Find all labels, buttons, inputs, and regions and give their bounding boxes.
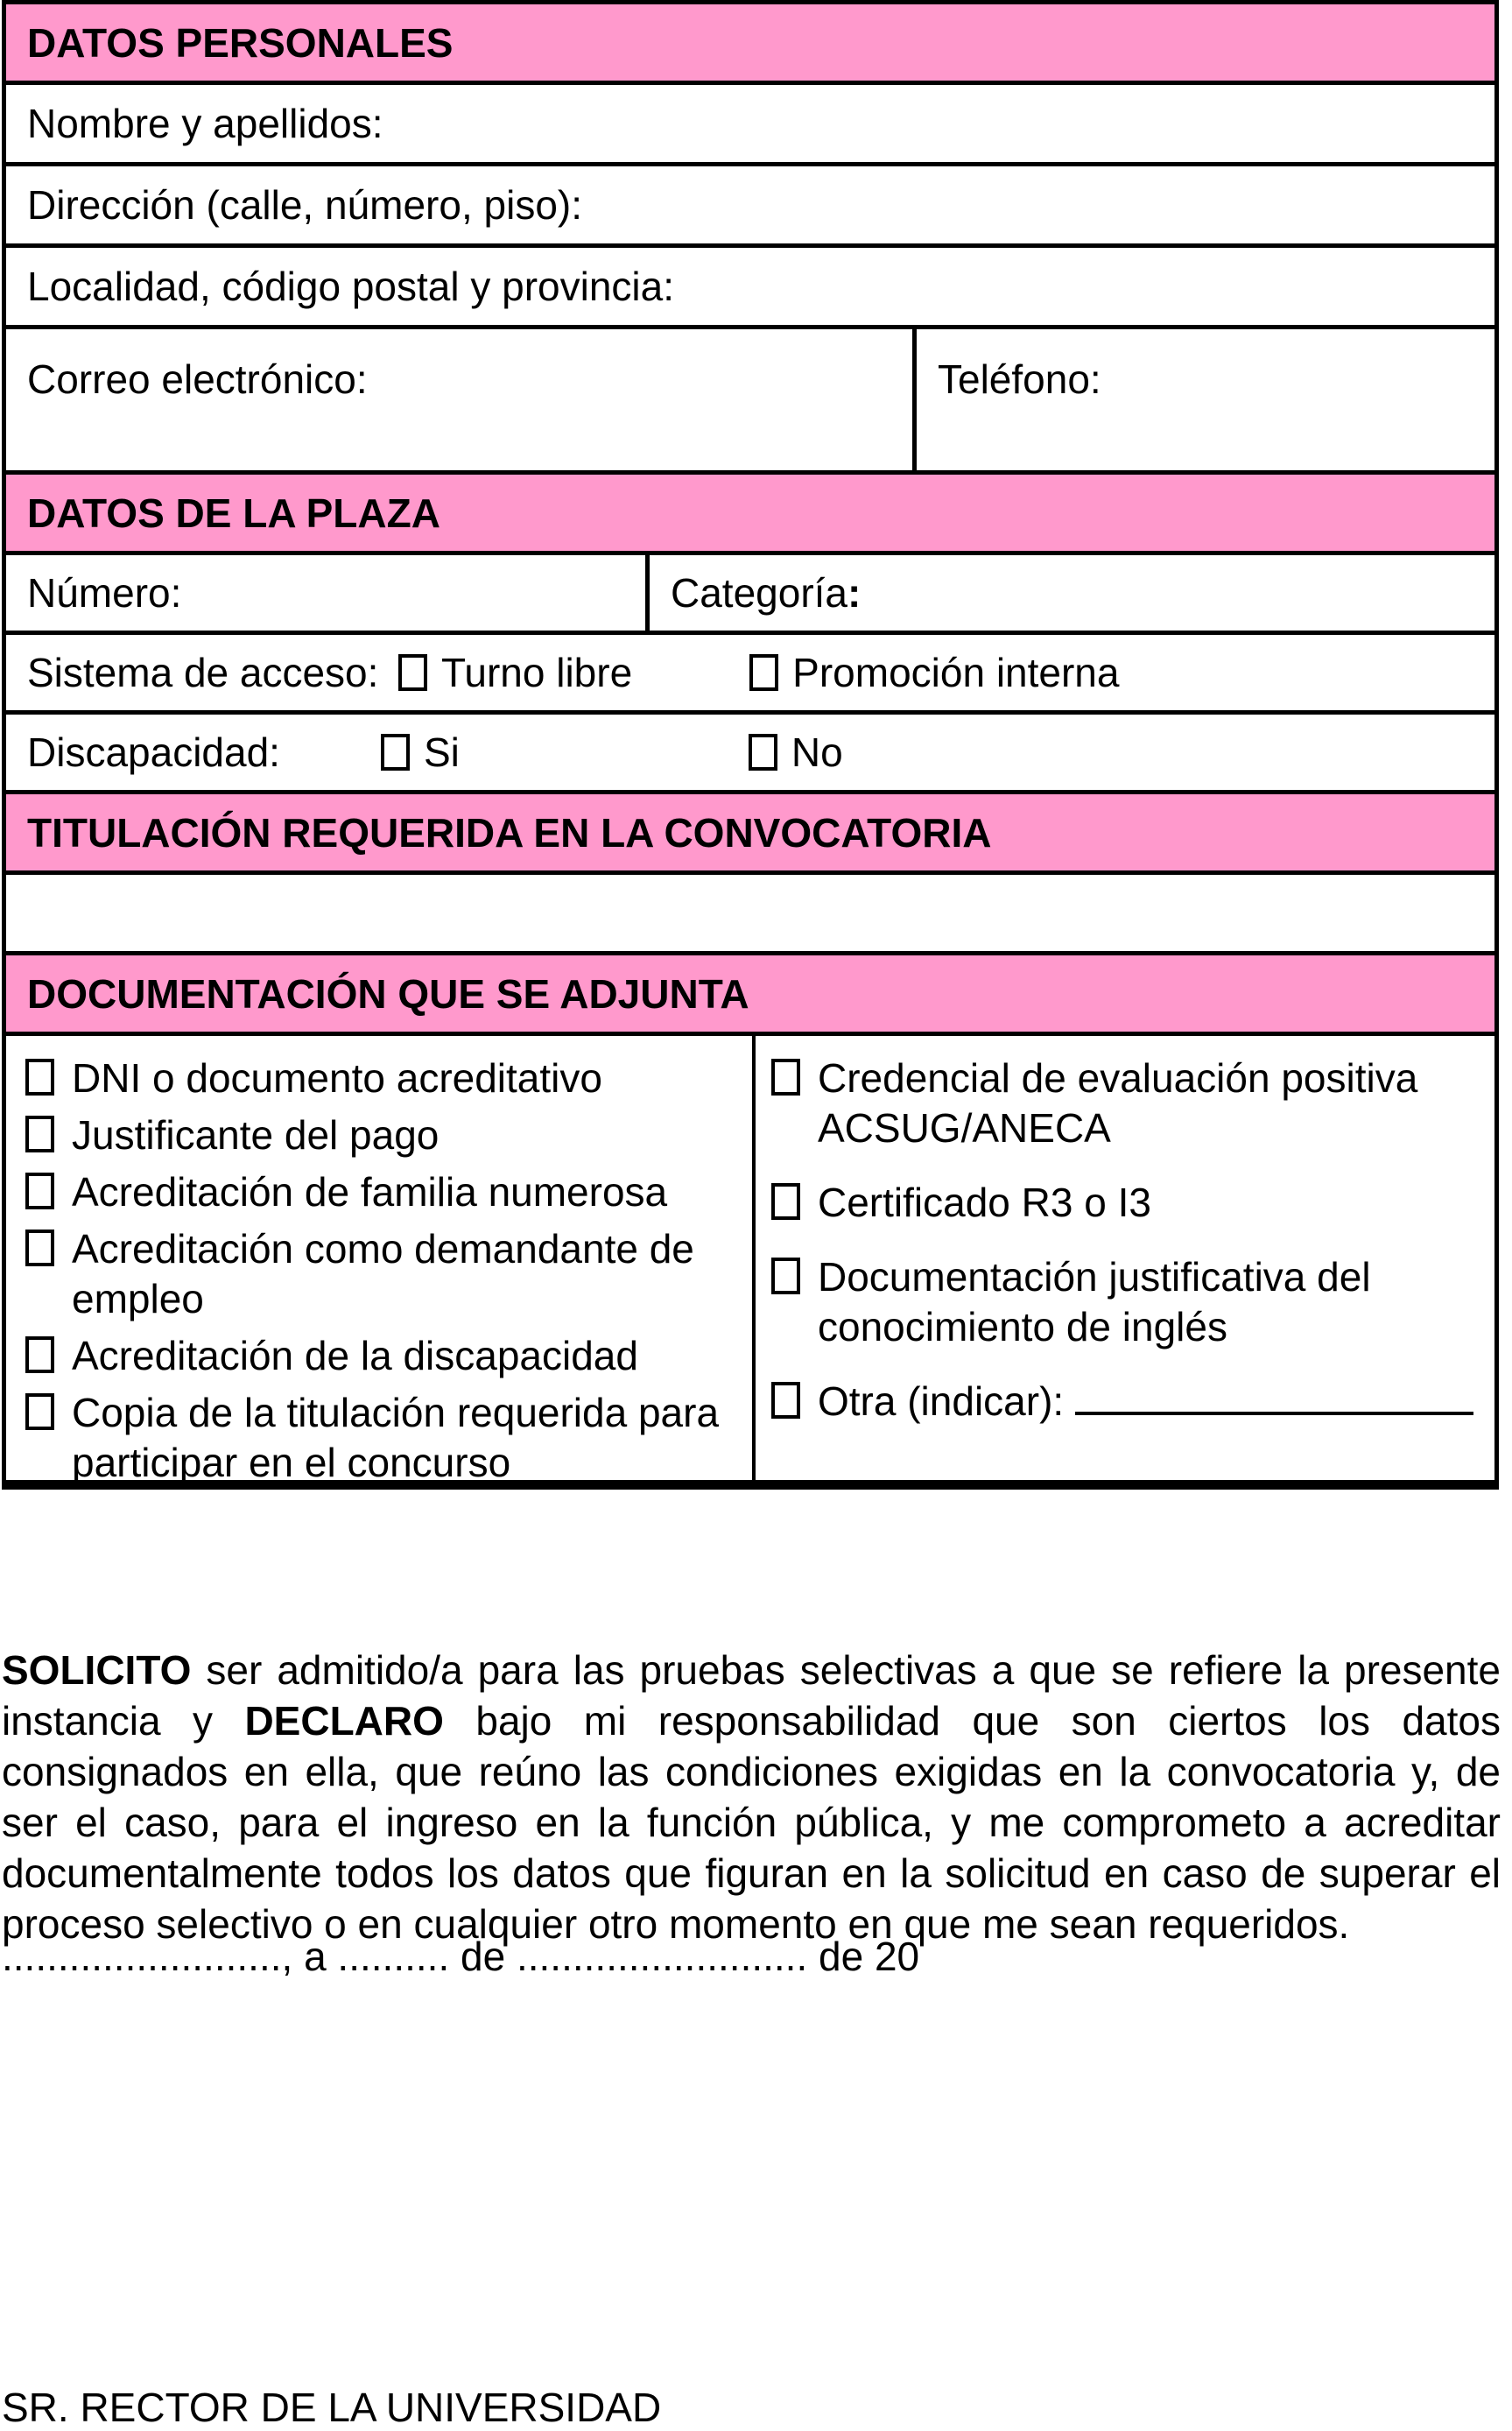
correo-label: Correo electrónico: [27,356,368,402]
section-header-datos-personales [6,4,1494,85]
checklist-left-column [6,1036,756,1485]
item-label: Acreditación de familia numerosa [72,1169,668,1215]
categoria-colon: : [847,570,861,616]
item-label: Justificante del pago [72,1112,440,1158]
row-direccion [6,166,1494,248]
checkbox-demandante-empleo[interactable] [25,1230,54,1266]
section-title: DATOS PERSONALES [27,19,454,66]
discapacidad-no-label: No [791,729,843,775]
list-item [771,1178,1486,1228]
item-label: Acreditación de la discapacidad [72,1333,638,1378]
application-form-table [2,0,1499,1490]
documentacion-checklist [6,1036,1494,1485]
otra-indicar-label: Otra (indicar): [818,1378,1065,1424]
list-item [25,1388,743,1488]
promocion-interna-label: Promoción interna [792,650,1120,695]
section-header-documentacion [6,955,1494,1036]
addressee-line: SR. RECTOR DE LA UNIVERSIDAD [2,2385,662,2430]
item-label: Credencial de evaluación positiva ACSUG/ANECA [818,1055,1418,1151]
row-localidad [6,248,1494,329]
checkbox-discapacidad-si[interactable] [381,734,410,771]
list-item [25,1053,743,1103]
discapacidad-si-label: Si [424,729,460,775]
categoria-label: Categoría [671,570,848,616]
categoria-cell [650,555,1494,631]
checkbox-copia-titulacion[interactable] [25,1393,54,1430]
telefono-cell [917,329,1494,470]
direccion-label: Dirección (calle, número, piso): [27,182,583,228]
checkbox-familia-numerosa[interactable] [25,1173,54,1209]
item-label: Certificado R3 o I3 [818,1180,1151,1225]
declaration-text-1: ser admitido/a para las pruebas selectivas a que se refiere la presente instancia y [2,1647,1501,1744]
checkbox-promocion-interna[interactable] [749,654,778,691]
item-label: Copia de la titulación requerida para participar en el concurso [72,1390,720,1485]
section-title: DOCUMENTACIÓN QUE SE ADJUNTA [27,970,749,1017]
correo-cell [6,329,917,470]
declaration-paragraph [2,1645,1501,1949]
localidad-label: Localidad, código postal y provincia: [27,264,675,309]
discapacidad-label: Discapacidad: [27,729,280,775]
section-header-datos-plaza [6,475,1494,555]
item-label [818,1377,1473,1427]
telefono-label: Teléfono: [938,356,1101,402]
checkbox-justificante-pago[interactable] [25,1116,54,1152]
item-label: DNI o documento acreditativo [72,1055,602,1101]
checkbox-dni[interactable] [25,1059,54,1096]
numero-label: Número: [27,570,182,616]
checklist-right-column [756,1036,1494,1480]
otra-fill-line[interactable] [1075,1378,1473,1415]
list-item [771,1053,1486,1153]
turno-libre-label: Turno libre [441,650,633,695]
date-line[interactable]: ........................., a .......... de .......................... de 20 [2,1934,920,1979]
checkbox-credencial-evaluacion[interactable] [771,1059,800,1096]
checkbox-otra[interactable] [771,1382,800,1419]
list-item [25,1224,743,1324]
numero-cell [6,555,650,631]
row-sistema-acceso [6,635,1494,715]
declaration-text-2: bajo mi responsabilidad que son ciertos los datos consignados en ella, que reúno las condiciones exigidas en la convocatoria y, de ser el caso, para el ingreso en la función pública, y me comprometo a acreditar documentalmente todos los datos que figuran en la solicitud en caso de superar el proceso selectivo o en cualquier otro momento en que me sean requeridos. [2,1698,1501,1947]
list-item [771,1377,1486,1427]
sistema-acceso-label: Sistema de acceso: [27,650,379,695]
checkbox-acreditacion-discapacidad[interactable] [25,1336,54,1373]
item-label: Documentación justificativa del conocimiento de inglés [818,1254,1371,1349]
row-correo-telefono [6,329,1494,475]
item-label: Acreditación como demandante de empleo [72,1226,694,1321]
list-item [25,1167,743,1217]
checkbox-turno-libre[interactable] [398,654,427,691]
checkbox-certificado-r3-i3[interactable] [771,1183,800,1220]
row-discapacidad [6,715,1494,794]
titulacion-empty-row[interactable] [6,875,1494,955]
list-item [25,1331,743,1381]
section-title: TITULACIÓN REQUERIDA EN LA CONVOCATORIA [27,809,992,856]
checkbox-discapacidad-no[interactable] [749,734,777,771]
nombre-label: Nombre y apellidos: [27,101,383,146]
section-title: DATOS DE LA PLAZA [27,490,440,536]
list-item [25,1110,743,1160]
list-item [771,1252,1486,1352]
declaro-keyword: DECLARO [244,1698,444,1744]
row-numero-categoria [6,555,1494,635]
solicito-keyword: SOLICITO [2,1647,192,1693]
section-header-titulacion [6,794,1494,875]
row-nombre [6,85,1494,166]
checkbox-doc-ingles[interactable] [771,1258,800,1294]
